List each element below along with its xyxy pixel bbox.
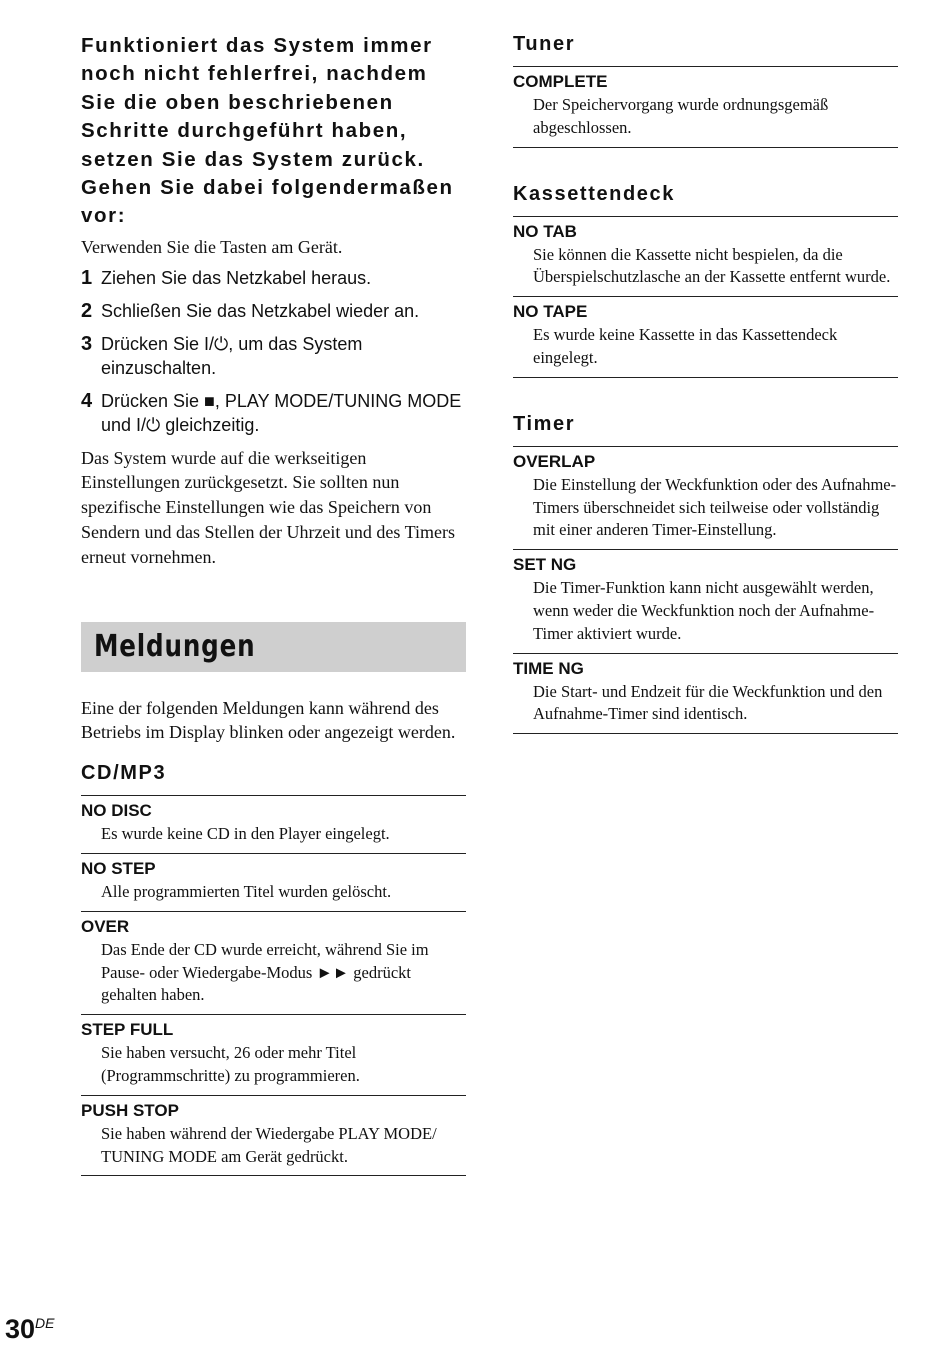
messages-banner [81, 622, 466, 672]
message-code: STEP FULL [81, 1020, 174, 1040]
page-number [5, 1314, 55, 1345]
step-text: Drücken Sie ■, PLAY MODE/TUNING MODE und I/⏻ gleichzeitig. [101, 390, 462, 435]
message-code: NO TAB [513, 221, 577, 241]
reset-result: Das System wurde auf die werkseitigen Einstellungen zurückgesetzt. Sie sollten nun spezifische Einstellungen wie das Speichern von Sendern und das Stellen der Uhrzeit und des Timers erneut vornehmen. [81, 447, 455, 567]
message-code: COMPLETE [513, 72, 608, 91]
message-item [513, 217, 898, 297]
message-code: NO TAPE [513, 302, 588, 322]
step-number: 2 [81, 299, 93, 322]
tape-heading: Kassettendeck [513, 182, 675, 205]
message-description: Es wurde keine CD in den Player eingelegt. [101, 824, 390, 844]
left-column [81, 30, 466, 1208]
reset-note: Verwenden Sie die Tasten am Gerät. [81, 236, 343, 257]
message-item [513, 296, 898, 377]
step-item [81, 266, 466, 290]
step-item [81, 299, 466, 323]
message-item [513, 653, 898, 734]
cd-message-list [81, 795, 466, 1176]
step-number: 1 [81, 266, 93, 289]
message-code: NO DISC [81, 801, 152, 821]
reset-heading: Funktioniert das System immer noch nicht fehlerfrei, nachdem Sie die oben beschriebenen Schritte durchgeführt haben, setzen Sie das System zurück. Gehen Sie dabei folgendermaßen vor: [81, 34, 454, 228]
step-item [81, 332, 466, 380]
tape-message-list [513, 216, 898, 378]
message-description: Das Ende der CD wurde erreicht, während Sie im Pause- oder Wiedergabe-Modus ►► gedrückt gehalten haben. [101, 939, 429, 1005]
step-text: Drücken Sie I/⏻, um das System einzuschalten. [101, 333, 363, 378]
tuner-heading: Tuner [513, 33, 576, 55]
right-column [513, 30, 898, 766]
message-item [81, 853, 466, 911]
message-code: PUSH STOP [81, 1100, 179, 1120]
message-item [81, 1014, 466, 1095]
step-item [81, 389, 466, 437]
message-description: Die Timer-Funktion kann nicht ausgewählt werden, wenn weder die Weckfunktion noch der Aufnahme-Timer aktiviert wurde. [533, 578, 875, 643]
message-item [513, 447, 898, 549]
step-text: Ziehen Sie das Netzkabel heraus. [101, 267, 372, 288]
timer-message-list [513, 446, 898, 734]
cd-heading: CD/MP3 [81, 762, 167, 785]
messages-banner-title: Meldungen [94, 629, 256, 665]
message-item [513, 67, 898, 147]
timer-heading: Timer [513, 412, 576, 435]
message-description: Der Speichervorgang wurde ordnungsgemäß abgeschlossen. [533, 95, 829, 137]
message-code: OVER [81, 916, 130, 936]
message-code: OVERLAP [513, 451, 596, 471]
reset-steps [81, 266, 466, 437]
message-code: NO STEP [81, 859, 156, 879]
message-code: SET NG [513, 555, 577, 575]
message-item [81, 1095, 466, 1176]
message-description: Die Einstellung der Weckfunktion oder des Aufnahme-Timers überschneidet sich teilweise oder vollständig mit einer anderen Timer-Einstellung. [533, 474, 897, 540]
message-item [513, 549, 898, 652]
message-description: Die Start- und Endzeit für die Weckfunktion und den Aufnahme-Timer sind identisch. [533, 681, 883, 724]
message-description: Alle programmierten Titel wurden gelöscht. [101, 882, 392, 902]
page-language-suffix: DE [35, 1315, 55, 1331]
step-number: 4 [81, 389, 93, 412]
tuner-message-list [513, 66, 898, 148]
message-item [81, 796, 466, 853]
message-description: Sie haben versucht, 26 oder mehr Titel (Programmschritte) zu programmieren. [101, 1043, 360, 1085]
page-number-value: 30 [5, 1314, 36, 1344]
message-item [81, 911, 466, 1014]
messages-intro: Eine der folgenden Meldungen kann während des Betriebs im Display blinken oder angezeigt werden. [81, 697, 456, 743]
message-description: Sie können die Kassette nicht bespielen, da die Überspielschutzlasche an der Kassette entfernt wurde. [533, 244, 891, 287]
message-description: Sie haben während der Wiedergabe PLAY MODE/ TUNING MODE am Gerät gedrückt. [101, 1123, 437, 1166]
step-text: Schließen Sie das Netzkabel wieder an. [101, 300, 420, 321]
step-number: 3 [81, 332, 93, 355]
message-description: Es wurde keine Kassette in das Kassettendeck eingelegt. [533, 325, 838, 367]
message-code: TIME NG [513, 658, 584, 678]
